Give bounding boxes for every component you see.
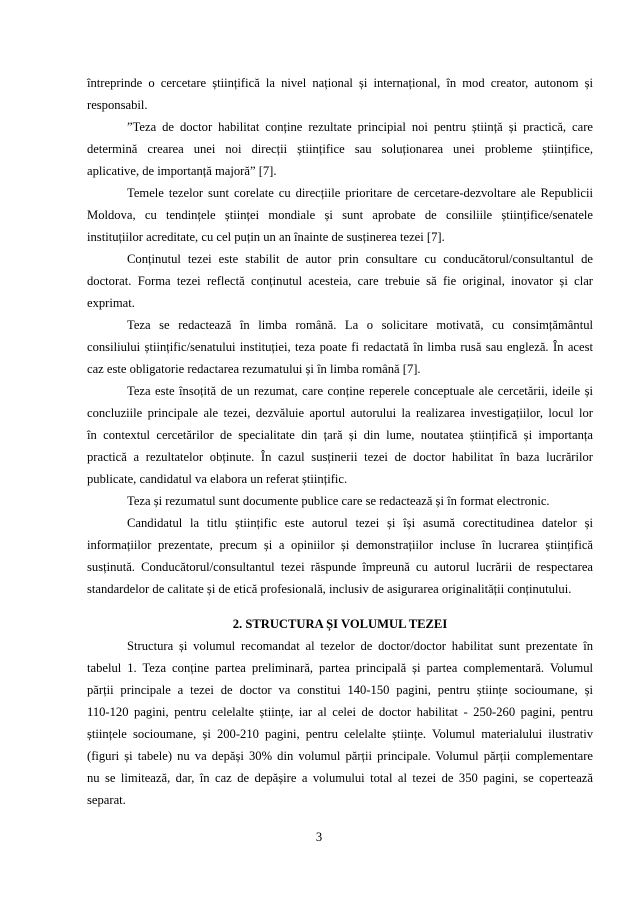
text-line: susținută. Conducătorul/consultantul tezei răspunde împreună cu autorul lucrării de respectarea [87, 560, 593, 574]
text-line: ”Teza de doctor habilitat conține rezultate principial noi pentru știință și practică, care [127, 120, 593, 134]
text-line: publicate, candidatul va elabora un referat științific. [87, 472, 348, 486]
paragraph [87, 380, 593, 490]
text-line: determină crearea unei noi direcții științifice sau soluționarea unei probleme științifice, [87, 142, 593, 156]
text-line: doctorat. Forma tezei reflectă conținutul acesteia, care trebuie să fie original, inovator și clar [87, 274, 593, 288]
paragraph [87, 635, 593, 811]
paragraph [87, 248, 593, 314]
text-line: 110-120 pagini, pentru celelalte științe, iar al celei de doctor habilitat - 250-260 pagini, pentru [87, 705, 593, 719]
section-paragraphs [87, 635, 593, 811]
text-line: părții principale a tezei de doctor va constitui 140-150 pagini, pentru științe socioumane, și [87, 683, 593, 697]
text-line: științele socioumane, și 200-210 pagini, pentru celelalte științe. Volumul materialului ilustrativ [87, 727, 593, 741]
section-heading: 2. STRUCTURA ȘI VOLUMUL TEZEI [232, 617, 448, 631]
text-line: aplicative, de importanță majoră” [7]. [87, 164, 277, 178]
text-line: responsabil. [87, 98, 148, 112]
text-line: informațiilor prezentate, precum și a opiniilor și demonstrațiilor incluse în lucrarea științifică [87, 538, 593, 552]
text-line: Teza se redactează în limba română. La o solicitare motivată, cu consimțământul [127, 318, 593, 332]
text-line: separat. [87, 793, 126, 807]
text-line: Conținutul tezei este stabilit de autor prin consultare cu conducătorul/consultantul de [127, 252, 593, 266]
text-line: standardelor de calitate și de etică profesională, inclusiv de asigurarea originalității conținutului. [87, 582, 572, 596]
paragraph [87, 490, 593, 512]
text-line: caz este obligatorie redactarea rezumatului și în limba română [7]. [87, 362, 421, 376]
text-line: practică a rezultatelor obținute. În cazul susținerii tezei de doctor habilitat în baza lucrărilor [87, 450, 593, 464]
text-line: întreprinde o cercetare științifică la nivel național și internațional, în mod creator, autonom și [87, 76, 593, 90]
text-line: instituțiilor acreditate, cu cel puțin un an înainte de susținerea tezei [7]. [87, 230, 445, 244]
text-line: Teza și rezumatul sunt documente publice care se redactează și în format electronic. [127, 494, 550, 508]
text-line: nu se limitează, dar, în caz de depășire a volumului total al tezei de 350 pagini, se copertează [87, 771, 593, 785]
text-line: Moldova, cu tendințele științei mondiale și sunt aprobate de consiliile științifice/senatele [87, 208, 593, 222]
page-number: 3 [315, 830, 323, 844]
text-line: concluziile principale ale tezei, dezvăluie aportul autorului la realizarea investigațiilor, locul lor [87, 406, 593, 420]
body-paragraphs [87, 72, 593, 600]
page-body [87, 72, 593, 811]
text-line: consiliului științific/senatului instituției, teza poate fi redactată în limba rusă sau engleză. În acest [87, 340, 593, 354]
text-line: exprimat. [87, 296, 135, 310]
text-line: Temele tezelor sunt corelate cu direcțiile prioritare de cercetare-dezvoltare ale Republicii [127, 186, 593, 200]
paragraph [87, 314, 593, 380]
paragraph [87, 182, 593, 248]
text-line: (figuri și tabele) nu va depăși 30% din volumul părții principale. Volumul părții complementare [87, 749, 593, 763]
text-line: Candidatul la titlu științific este autorul tezei și își asumă corectitudinea datelor și [127, 516, 593, 530]
paragraph [87, 512, 593, 600]
paragraph [87, 72, 593, 116]
text-line: tabelul 1. Teza conține partea preliminară, partea principală și partea complementară. Volumul [87, 661, 593, 675]
paragraph [87, 116, 593, 182]
text-line: Structura și volumul recomandat al tezelor de doctor/doctor habilitat sunt prezentate în [127, 639, 593, 653]
text-line: Teza este însoțită de un rezumat, care conține reperele conceptuale ale cercetării, ideile și [127, 384, 593, 398]
text-line: în contextul cercetărilor de specialitate din țară și din lume, noutatea științifică și importanța [87, 428, 593, 442]
